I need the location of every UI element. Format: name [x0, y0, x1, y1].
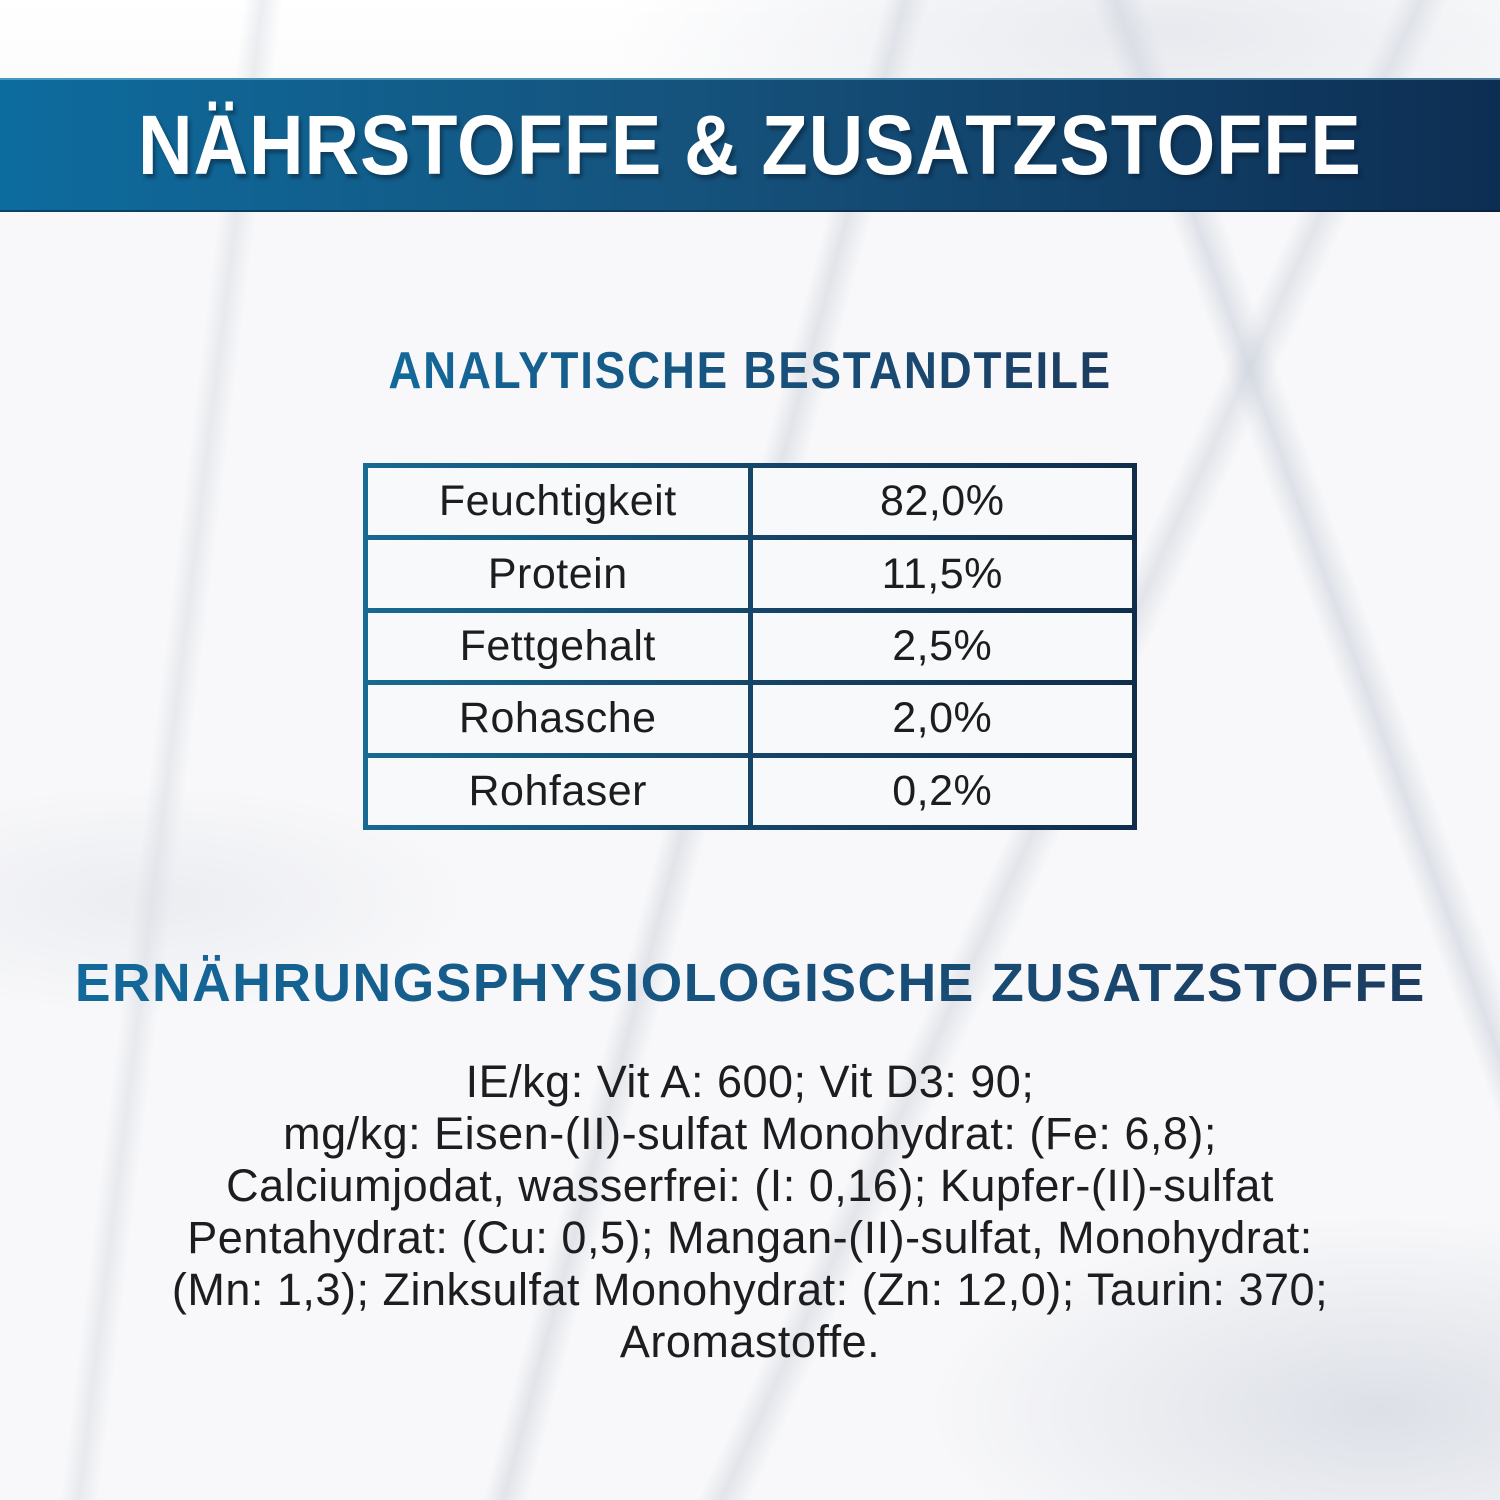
nutrient-label: Rohasche — [368, 685, 748, 752]
additives-paragraph — [30, 1056, 1470, 1368]
nutrient-value: 11,5% — [753, 540, 1133, 607]
nutrient-value: 0,2% — [753, 758, 1133, 825]
additives-line: (Mn: 1,3); Zinksulfat Monohydrat: (Zn: 12,0); Taurin: 370; — [171, 1264, 1329, 1315]
additives-heading-text: ERNÄHRUNGSPHYSIOLOGISCHE ZUSATZSTOFFE — [74, 953, 1426, 1013]
additives-line: IE/kg: Vit A: 600; Vit D3: 90; — [465, 1056, 1035, 1107]
page-title: NÄHRSTOFFE & ZUSATZSTOFFE — [138, 97, 1362, 192]
analytical-heading-text: ANALYTISCHE BESTANDTEILE — [388, 342, 1112, 400]
additives-line: Pentahydrat: (Cu: 0,5); Mangan-(II)-sulfat, Monohydrat: — [187, 1212, 1313, 1263]
nutrient-value: 2,5% — [753, 613, 1133, 680]
additives-line: mg/kg: Eisen-(II)-sulfat Monohydrat: (Fe: 6,8); — [283, 1108, 1217, 1159]
nutrient-value: 82,0% — [753, 468, 1133, 535]
additives-line: Aromastoffe. — [619, 1316, 881, 1367]
nutrient-label: Rohfaser — [368, 758, 748, 825]
title-banner — [0, 78, 1500, 212]
nutrient-label: Protein — [368, 540, 748, 607]
analytical-table — [363, 463, 1137, 830]
additives-section-heading — [0, 952, 1500, 1014]
nutrient-value: 2,0% — [753, 685, 1133, 752]
nutrient-label: Fettgehalt — [368, 613, 748, 680]
additives-line: Calciumjodat, wasserfrei: (I: 0,16); Kupfer-(II)-sulfat — [226, 1160, 1274, 1211]
nutrient-label: Feuchtigkeit — [368, 468, 748, 535]
analytical-section-heading — [0, 341, 1500, 401]
